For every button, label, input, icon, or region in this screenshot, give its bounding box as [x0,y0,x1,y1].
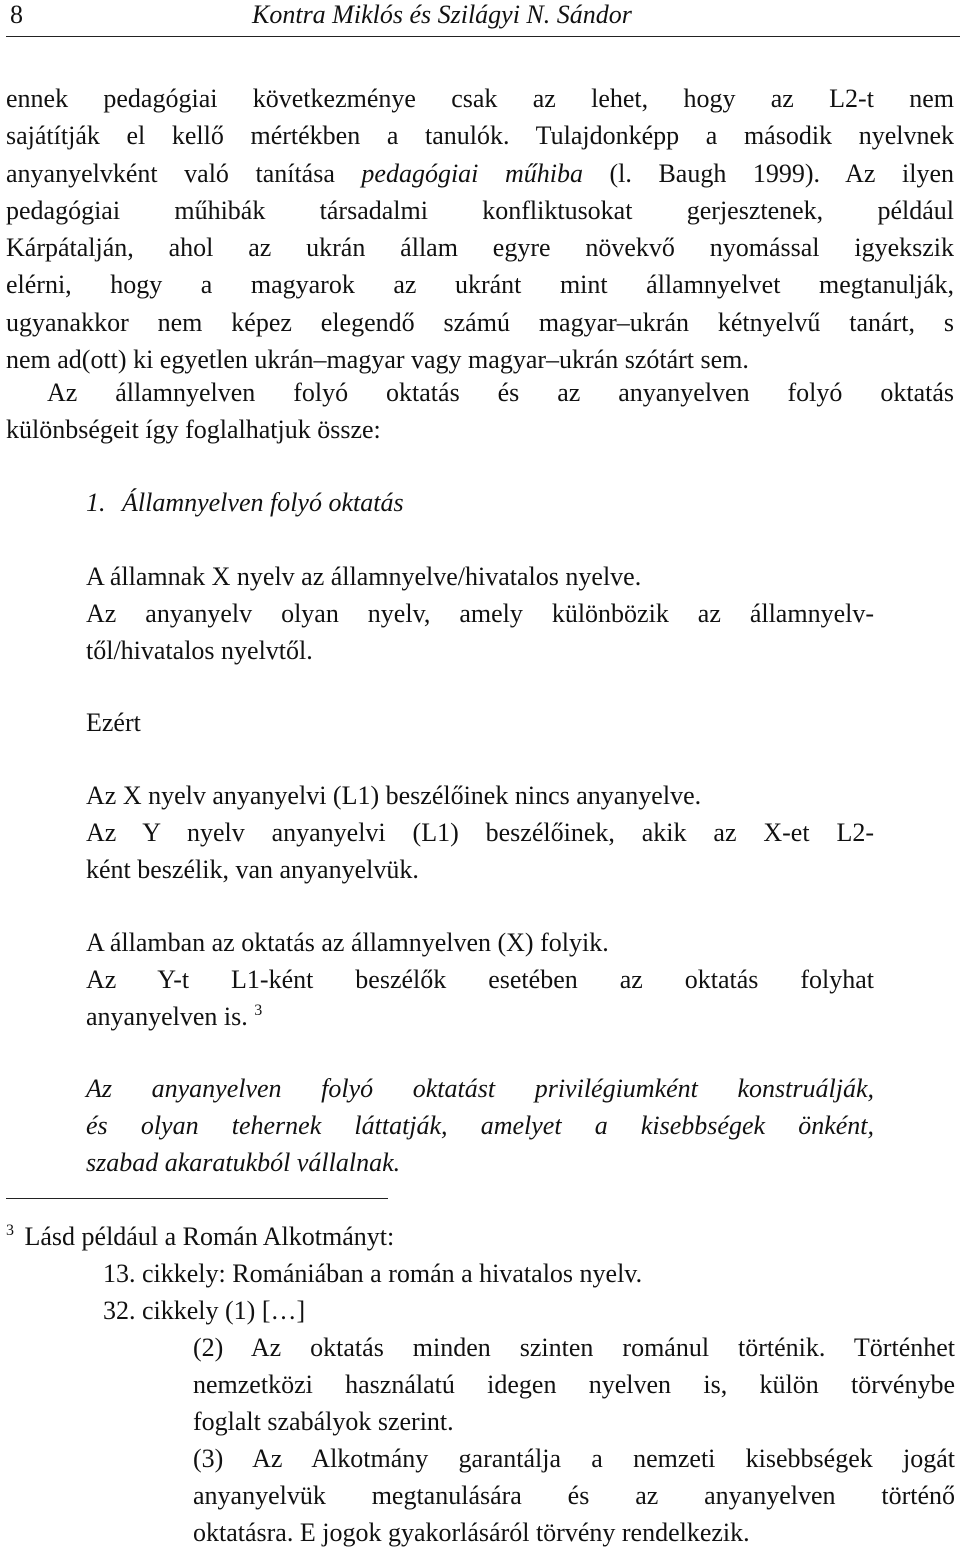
text-line: ként beszélik, van anyanyelvük. [86,855,419,884]
text-line: (3) Az Alkotmány garantálja a nemzeti kisebbségek jogát [193,1444,955,1473]
therefore-label: Ezért [86,708,141,737]
education-block [86,924,874,1035]
running-title: Kontra Miklós és Szilágyi N. Sándor [252,0,632,29]
text-line: től/hivatalos nyelvtől. [86,636,313,665]
section-heading [86,484,874,521]
text-span: anyanyelven is. [86,1002,248,1031]
footnote-reference[interactable]: 3 [254,1002,263,1019]
text-line: nem ad(ott) ki egyetlen ukrán–magyar vagy magyar–ukrán szótárt sem. [6,345,749,375]
text-line: pedagógiai műhibák társadalmi konfliktusokat gerjesztenek, például [6,195,954,225]
text-line: A államban az oktatás az államnyelven (X) folyik. [86,928,609,957]
footnote-article-13: 13. cikkely: Romániában a román a hivatalos nyelv. [103,1259,643,1288]
text-line: foglalt szabályok szerint. [193,1407,454,1436]
footnote-text: Lásd például a Román Alkotmányt: [24,1222,395,1251]
text-line: nemzetközi használatú idegen nyelven is, külön törvénybe [193,1370,955,1399]
text-line: oktatásra. E jogok gyakorlásáról törvény rendelkezik. [193,1518,750,1547]
summary-paragraph [6,374,954,449]
text-line: anyanyelvük megtanulására és az anyanyelven történő [193,1481,955,1510]
text-line: (2) Az oktatás minden szinten románul történik. Történhet [193,1333,955,1362]
text-line: Az anyanyelv olyan nyelv, amely különbözik az államnyelv- [86,599,874,628]
text-line: különbségeit így foglalhatjuk össze: [6,415,381,445]
text-line: Az X nyelv anyanyelvi (L1) beszélőinek nincs anyanyelve. [86,781,702,810]
footnote-rule [6,1198,388,1199]
footnote-marker: 3 [6,1222,14,1239]
italic-quote [86,1070,874,1181]
text-line: ugyanakkor nem képez elegendő számú magyar–ukrán kétnyelvű tanárt, s [6,307,954,337]
footnote-paragraph-3 [193,1440,955,1551]
definition-block [86,558,874,669]
text-line: sajátítják el kellő mértékben a tanulók. Tulajdonképp a második nyelvnek [6,121,954,151]
text-line: szabad akaratukból vállalnak. [86,1148,401,1177]
footnote-paragraph-2 [193,1329,955,1440]
text-line: Az államnyelven folyó oktatás és az anyanyelven folyó oktatás [47,378,954,407]
text-line [6,155,954,192]
text-line: Az Y nyelv anyanyelvi (L1) beszélőinek, akik az X-et L2- [86,818,874,847]
text-line [86,998,874,1035]
consequence-block [86,777,874,888]
footnote-article-32: 32. cikkely (1) […] [103,1296,306,1325]
page-header [6,0,960,34]
text-line: elérni, hogy a magyarok az ukránt mint államnyelvet megtanulják, [6,270,954,300]
section-number: 1. [86,488,106,517]
italic-term: pedagógiai műhiba [361,158,583,188]
page-number: 8 [10,0,23,29]
text-line: Kárpátalján, ahol az ukrán állam egyre növekvő nyomással igyekszik [6,233,954,263]
text-line: ennek pedagógiai következménye csak az lehet, hogy az L2-t nem [6,84,954,113]
intro-paragraph [6,80,954,378]
text-line: Az anyanyelven folyó oktatást privilégiumként konstruálják, [86,1074,874,1103]
text-line: és olyan tehernek láttatják, amelyet a kisebbségek önként, [86,1111,874,1140]
text-line: Az Y-t L1-ként beszélők esetében az oktatás folyhat [86,965,874,994]
header-rule [6,36,960,37]
section-title: Államnyelven folyó oktatás [122,488,404,517]
footnote-intro [6,1218,394,1255]
text-span: (l. Baugh 1999). Az ilyen [582,158,954,188]
text-line: A államnak X nyelv az államnyelve/hivatalos nyelve. [86,562,642,591]
text-span: anyanyelvként való tanítása [6,158,362,188]
